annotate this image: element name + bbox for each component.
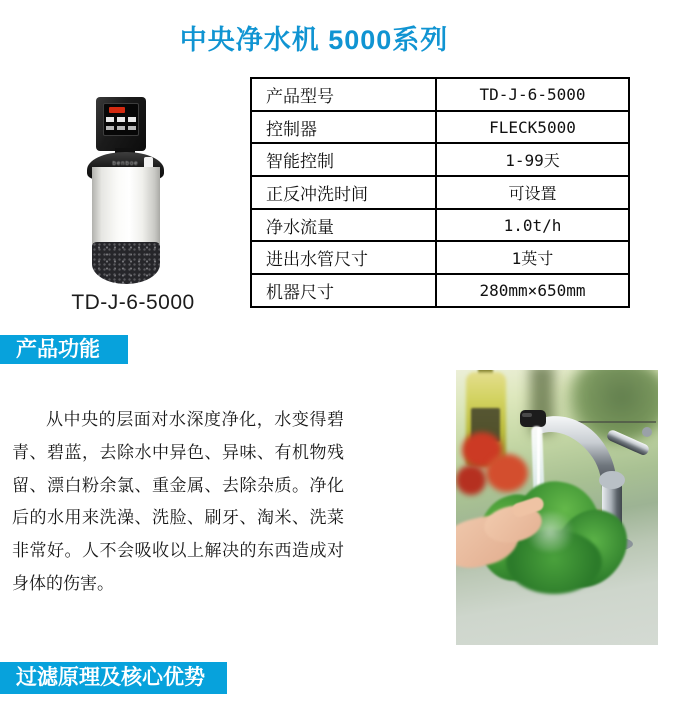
- spec-value: TD-J-6-5000: [436, 78, 629, 111]
- section-banner-principle: 过滤原理及核心优势: [0, 662, 227, 694]
- spec-label: 进出水管尺寸: [251, 241, 436, 274]
- spec-label: 机器尺寸: [251, 274, 436, 307]
- spec-table: [250, 77, 630, 308]
- control-buttons-row2: [106, 126, 137, 130]
- spec-row: [251, 143, 629, 176]
- brand-label: benboe: [112, 161, 139, 167]
- product-model-caption: TD-J-6-5000: [71, 291, 195, 314]
- spec-label: 控制器: [251, 111, 436, 144]
- spec-row: [251, 111, 629, 144]
- led-display: [109, 107, 125, 113]
- spec-value: 280mm×650mm: [436, 274, 629, 307]
- spec-label: 智能控制: [251, 143, 436, 176]
- spec-value: 可设置: [436, 176, 629, 209]
- control-buttons-row1: [106, 117, 137, 122]
- spec-label: 正反冲洗时间: [251, 176, 436, 209]
- spec-row: [251, 176, 629, 209]
- spec-label: 净水流量: [251, 209, 436, 242]
- spec-row: [251, 209, 629, 242]
- features-paragraph: 从中央的层面对水深度净化，水变得碧青、碧蓝，去除水中异色、异味、有机物残留、漂白粉余氯、重金属、去除杂质。净化后的水用来洗澡、洗脸、刷牙、淘米、洗菜非常好。人不会吸收以上解决的东西造成对身体的伤害。: [12, 410, 344, 593]
- spec-value: 1英寸: [436, 241, 629, 274]
- spec-value: 1.0t/h: [436, 209, 629, 242]
- product-image: [60, 90, 250, 290]
- tank-base: [92, 242, 160, 284]
- spec-row: [251, 78, 629, 111]
- spec-value: FLECK5000: [436, 111, 629, 144]
- washing-lettuce-photo: [456, 370, 658, 645]
- spec-row: [251, 274, 629, 307]
- right-hand-graphic: [486, 552, 582, 600]
- page-title: 中央净水机 5000系列: [179, 25, 449, 55]
- tank-body: [92, 167, 160, 244]
- section-banner-features: 产品功能: [0, 335, 128, 364]
- spec-value: 1-99天: [436, 143, 629, 176]
- spec-row: [251, 241, 629, 274]
- spec-label: 产品型号: [251, 78, 436, 111]
